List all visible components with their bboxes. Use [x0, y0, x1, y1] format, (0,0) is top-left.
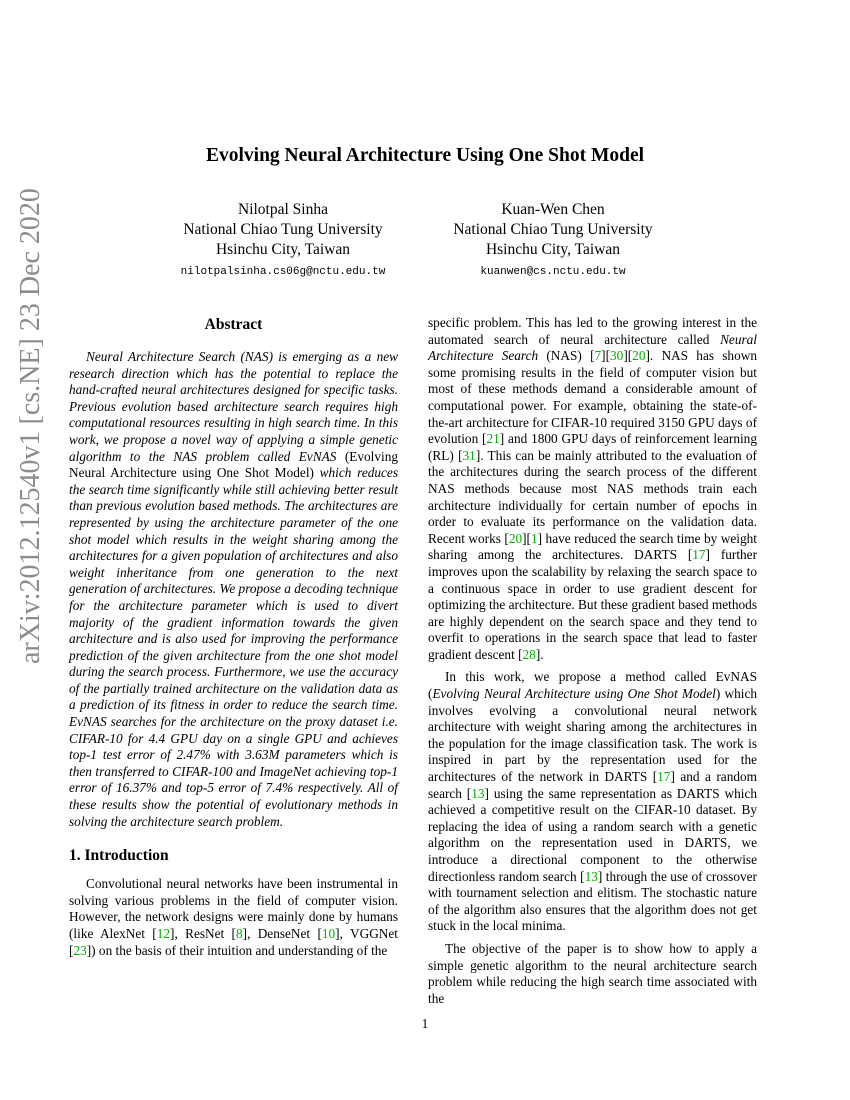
intro-paragraph-3: The objective of the paper is to show how to apply a simple genetic algorithm to the neural architecture search problem while reducing the high search time associated with the: [428, 940, 757, 1006]
citation-link[interactable]: 20: [508, 530, 523, 546]
citation-link[interactable]: 13: [471, 785, 485, 801]
author-name: Kuan-Wen Chen: [501, 201, 605, 218]
intro-paragraph-2: In this work, we propose a method called EvNAS (Evolving Neural Architecture using One Shot Model) which involves evolving a convolutional neural network architecture with weight sharing among the architectures in the population for the image classification task. The work is inspired in part by the representation used for the architectures of the network in DARTS [17] and a random search [13] using the same representation as DARTS which achieved a competitive result on the CIFAR-10 dataset. By replacing the idea of using a random search with a genetic algorithm on the representation used in DARTS, we introduce a directional component to the otherwise directionless random search [13] through the use of crossover with tournament selection and elitism. The stochastic nature of the algorithm also ensures that the algorithm does not get stuck in the local minima.: [428, 669, 757, 934]
author-affiliation: National Chiao Tung University: [453, 221, 653, 238]
intro-paragraph-1-continued: specific problem. This has led to the growing interest in the automated search of neural architecture called Neural Architecture Search (NAS) [7][30][20]. NAS has shown some promising results in the field of computer vision but most of these methods demand a considerable amount of computational power. For example, obtaining the state-of-the-art architecture for CIFAR-10 required 3150 GPU days of evolution [21] and 1800 GPU days of reinforcement learning (RL) [31]. This can be mainly attributed to the evaluation of the architectures during the search process of the different NAS methods because most NAS methods train each architecture individually for certain number of epochs in order to evaluate its performance on the validation data. Recent works [20][1] have reduced the search time by weight sharing among the architectures. DARTS [17] further improves upon the scalability by relaxing the search space to a continuous space in order to use gradient descent for optimizing the architecture. But these gradient based methods are highly dependent on the search space and they tend to overfit to operations in the search space that lead to faster gradient descent [28].: [428, 315, 757, 662]
citation-link[interactable]: 20: [632, 348, 646, 364]
author-name: Nilotpal Sinha: [238, 201, 328, 218]
abstract-text: Neural Architecture Search (NAS) is emerging as a new research direction which has the potential to replace the hand-crafted neural architectures designed for specific tasks. Previous evolution based architecture search requires high computational resources resulting in high search time. In this work, we propose a novel way of applying a simple genetic algorithm to the NAS problem called EvNAS (Evolving Neural Architecture using One Shot Model) which reduces the search time significantly while still achieving better result than previous evolution based methods. The architectures are represented by using the architecture parameter of the one shot model which results in the weight sharing among the architectures for a given population of architectures and also weight inheritance from one generation to the next generation of architectures. We propose a decoding technique for the architecture parameter which is used to divert majority of the gradient information towards the given architecture and is also used for improving the performance prediction of the given architecture from the one shot model during the search process. Furthermore, we use the accuracy of the partially trained architecture on the validation data as a prediction of its fitness in order to reduce the search time. EvNAS searches for the architecture on the proxy dataset i.e. CIFAR-10 for 4.4 GPU day on a single GPU and achieves top-1 test error of 2.47% with 3.63M parameters which is then transferred to CIFAR-100 and ImageNet achieving top-1 error of 16.37% and top-5 error of 7.4% respectively. All of these results show the potential of evolutionary methods in solving the architecture search problem.: [69, 349, 398, 829]
section-heading-introduction: 1. Introduction: [69, 847, 169, 865]
citation-link[interactable]: 7: [594, 348, 602, 364]
author-block-1: [133, 200, 433, 282]
citation-link[interactable]: 1: [530, 530, 538, 546]
citation-link[interactable]: 30: [610, 348, 624, 364]
author-email: kuanwen@cs.nctu.edu.tw: [480, 266, 626, 278]
page-number: 1: [421, 1016, 429, 1031]
author-location: Hsinchu City, Taiwan: [485, 241, 621, 258]
right-column: [428, 315, 757, 1013]
citation-link[interactable]: 17: [692, 547, 706, 563]
citation-link[interactable]: 31: [462, 447, 476, 463]
paper-title: Evolving Neural Architecture Using One Shot Model: [205, 145, 645, 166]
arxiv-id: arXiv:2012.12540v1 [cs.NE] 23 Dec 2020: [15, 188, 46, 664]
author-block-2: [403, 200, 703, 282]
left-column: [69, 315, 398, 965]
abstract-heading: Abstract: [204, 316, 263, 333]
author-location: Hsinchu City, Taiwan: [215, 241, 351, 258]
citation-link[interactable]: 13: [584, 868, 598, 884]
intro-paragraph-1: Convolutional neural networks have been instrumental in solving various problems in the field of computer vision. However, the network designs were mainly done by humans (like AlexNet [12], ResNet [8], DenseNet [10], VGGNet [23]) on the basis of their intuition and understanding of the: [69, 876, 398, 958]
citation-link[interactable]: 8: [235, 926, 243, 941]
citation-link[interactable]: 21: [486, 431, 500, 447]
citation-link[interactable]: 12: [156, 926, 171, 941]
author-email: nilotpalsinha.cs06g@nctu.edu.tw: [180, 266, 386, 278]
citation-link[interactable]: 17: [657, 769, 671, 785]
citation-link[interactable]: 23: [73, 942, 87, 958]
citation-link[interactable]: 28: [522, 646, 536, 662]
citation-link[interactable]: 10: [321, 926, 336, 941]
author-affiliation: National Chiao Tung University: [183, 221, 383, 238]
